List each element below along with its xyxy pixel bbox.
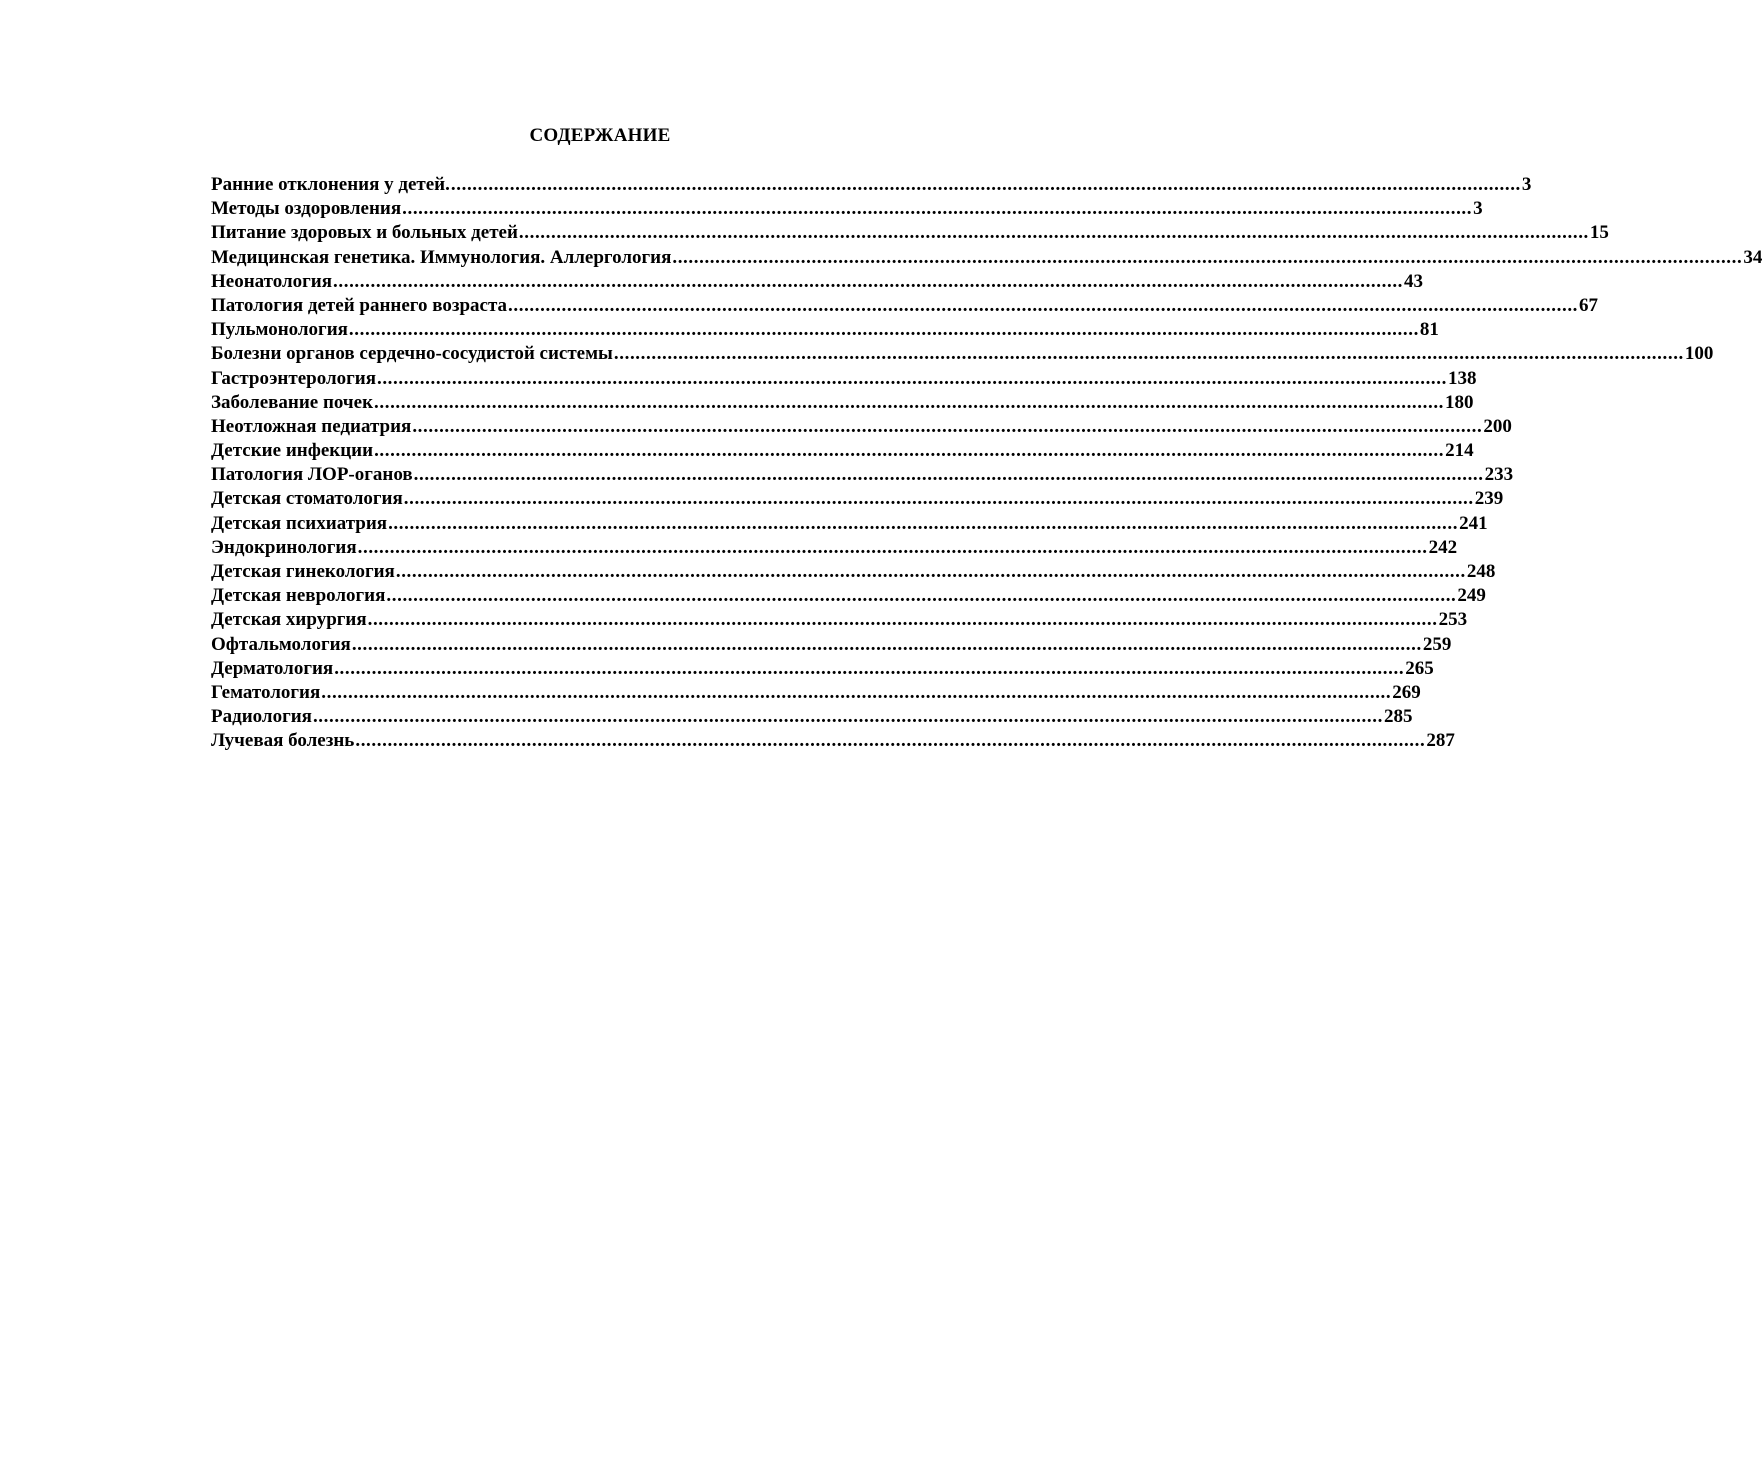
toc-leader-dots: ........................................................................................................................................................................................................ [518, 222, 1589, 244]
toc-entry-page: 100 [1684, 343, 1714, 365]
toc-entry [211, 536, 1458, 560]
toc-entry-title: Детская стоматология [211, 488, 403, 510]
table-of-contents [211, 173, 1762, 754]
toc-leader-dots: ........................................................................................................................................................................................................ [672, 246, 1743, 268]
toc-leader-dots: ........................................................................................................................................................................................................ [312, 706, 1383, 728]
toc-leader-dots: ........................................................................................................................................................................................................ [374, 391, 1445, 413]
toc-leader-dots: ........................................................................................................................................................................................................ [413, 464, 1484, 486]
toc-entry-page: 34 [1743, 246, 1762, 268]
toc-entry-title: Эндокринология [211, 536, 357, 558]
toc-entry-page: 3 [1473, 198, 1483, 220]
toc-entry-page: 233 [1484, 464, 1514, 486]
toc-entry [211, 705, 1413, 729]
toc-entry-title: Гематология [211, 681, 321, 703]
toc-entry [211, 729, 1455, 753]
toc-entry-page: 265 [1405, 657, 1434, 679]
toc-entry-page: 239 [1474, 488, 1504, 510]
toc-entry-page: 287 [1426, 730, 1455, 752]
toc-entry [211, 197, 1483, 221]
toc-leader-dots: ........................................................................................................................................................................................................ [508, 294, 1579, 316]
toc-entry-page: 200 [1483, 415, 1512, 437]
toc-leader-dots: ........................................................................................................................................................................................................ [334, 657, 1405, 679]
toc-entry-title: Медицинская генетика. Иммунология. Аллергология [211, 246, 672, 268]
toc-leader-dots: ........................................................................................................................................................................................................ [412, 415, 1483, 437]
toc-leader-dots: ........................................................................................................................................................................................................ [395, 561, 1466, 582]
toc-entry-title: Ранние отклонения у детей. [211, 174, 450, 195]
toc-entry-title: Офтальмология [211, 633, 351, 655]
toc-entry [211, 463, 1514, 487]
toc-entry [211, 367, 1477, 391]
toc-entry-page: 259 [1422, 633, 1452, 655]
toc-entry-page: 249 [1457, 585, 1486, 607]
toc-entry-title: Неонатология [211, 270, 333, 292]
toc-entry-title: Дерматология [211, 657, 334, 679]
toc-entry-title: Детская хирургия [211, 609, 367, 631]
toc-leader-dots: ........................................................................................................................................................................................................ [357, 536, 1428, 558]
toc-entry [211, 342, 1714, 366]
toc-entry [211, 584, 1486, 608]
toc-entry-title: Патология ЛОР-оганов [211, 464, 413, 486]
toc-leader-dots: ........................................................................................................................................................................................................ [348, 319, 1419, 341]
toc-entry [211, 294, 1599, 318]
toc-leader-dots: ........................................................................................................................................................................................................ [374, 440, 1445, 462]
toc-entry [211, 173, 1532, 197]
toc-entry-page: 43 [1404, 270, 1424, 292]
toc-entry-page: 241 [1459, 512, 1488, 534]
toc-entry-title: Детские инфекции [211, 440, 374, 462]
toc-leader-dots: ........................................................................................................................................................................................................ [321, 681, 1392, 703]
toc-leader-dots: ........................................................................................................................................................................................................ [386, 585, 1457, 607]
toc-entry-title: Болезни органов сердечно-сосудистой системы [211, 343, 613, 365]
toc-entry-title: Детская гинекология [211, 561, 395, 582]
toc-entry [211, 608, 1468, 632]
toc-leader-dots: ........................................................................................................................................................................................................ [355, 730, 1426, 752]
page-title: СОДЕРЖАНИЕ [529, 125, 671, 146]
toc-entry-title: Методы оздоровления [211, 198, 402, 220]
toc-entry [211, 560, 1496, 584]
toc-entry-page: 214 [1445, 440, 1474, 462]
toc-entry-page: 67 [1579, 294, 1599, 316]
toc-entry [211, 318, 1439, 342]
toc-leader-dots: ........................................................................................................................................................................................................ [450, 174, 1521, 195]
toc-entry-page: 3 [1521, 174, 1532, 195]
toc-entry-page: 81 [1419, 319, 1439, 341]
toc-entry [211, 221, 1609, 245]
toc-entry [211, 657, 1434, 681]
toc-entry-title: Радиология [211, 706, 312, 728]
toc-entry [211, 487, 1504, 511]
toc-leader-dots: ........................................................................................................................................................................................................ [613, 343, 1684, 365]
toc-leader-dots: ........................................................................................................................................................................................................ [351, 633, 1422, 655]
toc-entry [211, 415, 1512, 439]
toc-leader-dots: ........................................................................................................................................................................................................ [367, 609, 1438, 631]
toc-entry-title: Детская неврология [211, 585, 386, 607]
toc-entry [211, 270, 1424, 294]
toc-leader-dots: ........................................................................................................................................................................................................ [403, 488, 1474, 510]
toc-entry-title: Питание здоровых и больных детей [211, 222, 518, 244]
toc-entry-page: 253 [1438, 609, 1468, 631]
toc-entry-title: Детская психиатрия [211, 512, 388, 534]
toc-entry-page: 242 [1428, 536, 1458, 558]
toc-entry-title: Лучевая болезнь [211, 730, 355, 752]
toc-entry [211, 439, 1474, 463]
toc-entry-title: Заболевание почек [211, 391, 374, 413]
toc-entry-page: 248 [1466, 561, 1496, 582]
toc-leader-dots: ........................................................................................................................................................................................................ [388, 512, 1459, 534]
toc-entry-page: 15 [1589, 222, 1609, 244]
toc-entry-title: Пульмонология [211, 319, 348, 341]
toc-entry [211, 681, 1421, 705]
toc-entry [211, 633, 1452, 657]
toc-entry-page: 138 [1447, 367, 1477, 389]
toc-leader-dots: ........................................................................................................................................................................................................ [402, 198, 1473, 220]
toc-entry [211, 512, 1488, 536]
toc-entry-page: 285 [1383, 706, 1413, 728]
toc-entry [211, 246, 1762, 270]
toc-entry-title: Патология детей раннего возраста [211, 294, 508, 316]
toc-leader-dots: ........................................................................................................................................................................................................ [333, 270, 1404, 292]
toc-entry-title: Гастроэнтерология [211, 367, 376, 389]
toc-entry-title: Неотложная педиатрия [211, 415, 412, 437]
toc-entry-page: 269 [1392, 681, 1421, 703]
toc-entry-page: 180 [1445, 391, 1474, 413]
toc-entry [211, 391, 1474, 415]
toc-leader-dots: ........................................................................................................................................................................................................ [376, 367, 1447, 389]
